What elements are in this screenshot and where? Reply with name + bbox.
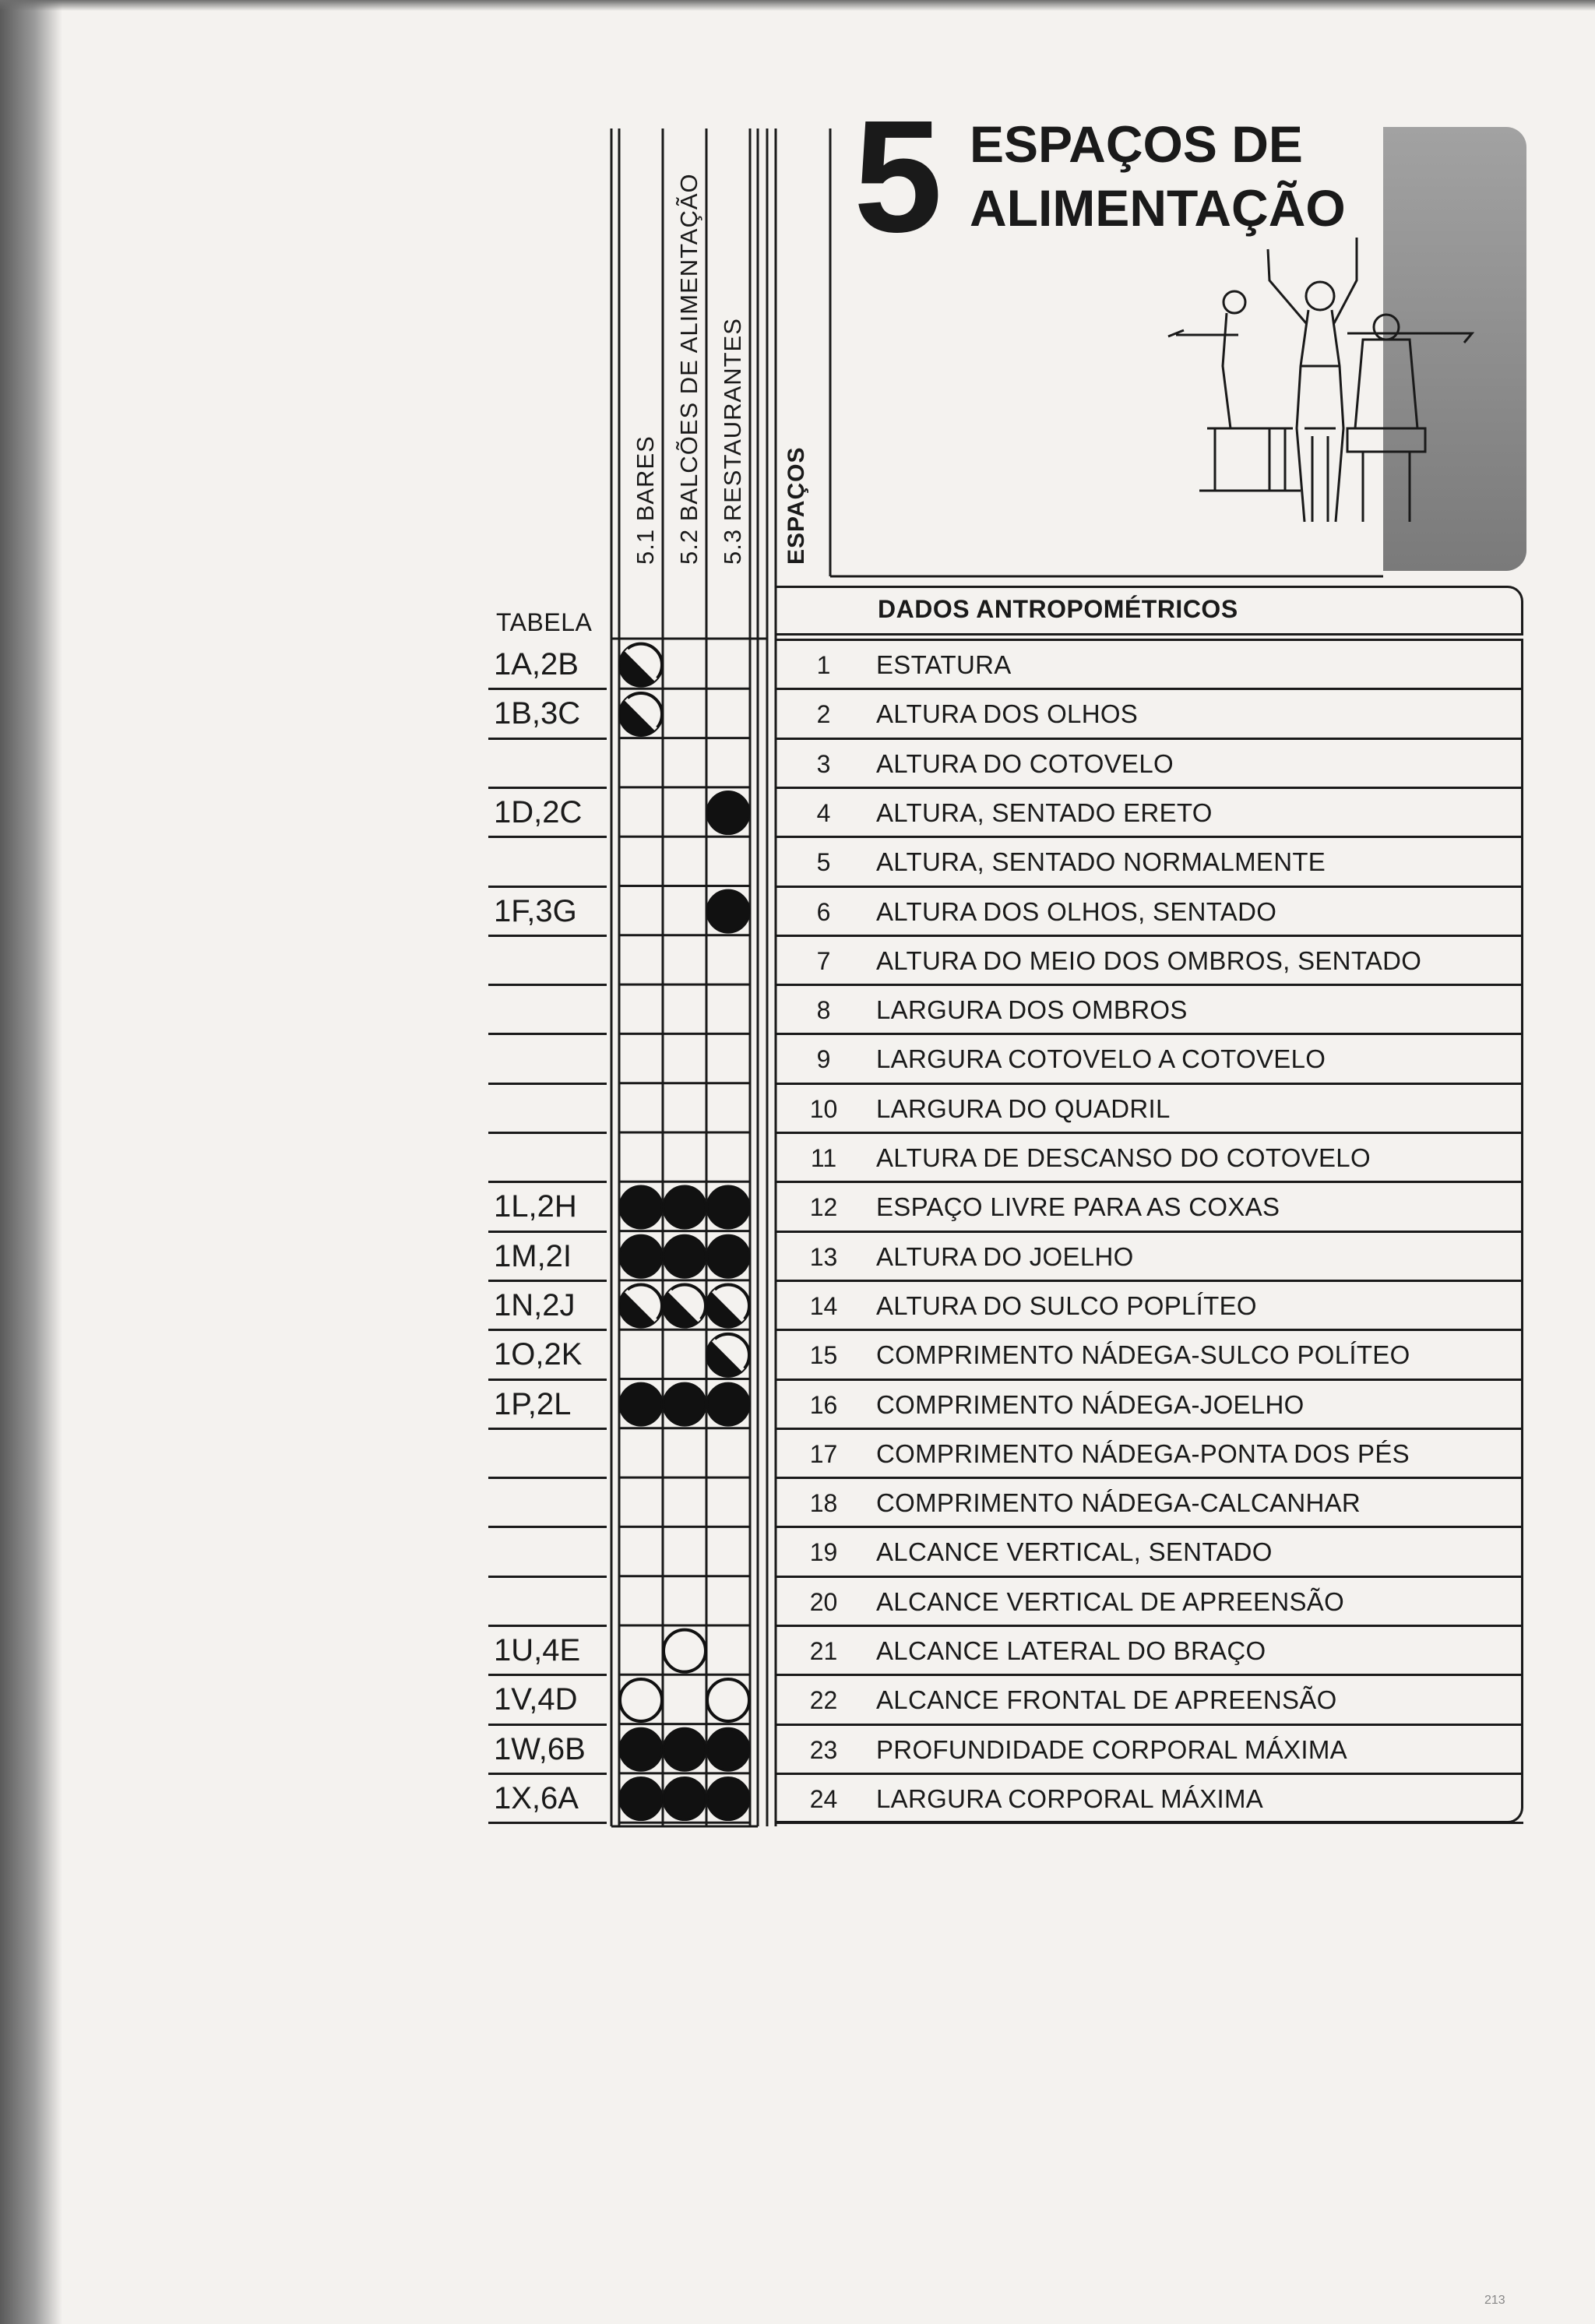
row-number: 4	[816, 798, 831, 827]
mark-full-circle	[664, 1778, 706, 1820]
row-number: 15	[809, 1341, 838, 1370]
row-number: 6	[816, 897, 831, 926]
mark-empty-circle	[620, 1679, 662, 1721]
row-number: 24	[809, 1784, 838, 1813]
tabela-ref: 1O,2K	[494, 1337, 583, 1372]
row-number: 12	[809, 1193, 838, 1222]
row-label: ALCANCE VERTICAL DE APREENSÃO	[876, 1586, 1345, 1616]
row-number: 11	[810, 1144, 837, 1172]
row-label: ALTURA DO SULCO POPLÍTEO	[876, 1291, 1257, 1320]
row-label: ALCANCE VERTICAL, SENTADO	[876, 1537, 1273, 1567]
book-spine-shadow	[0, 0, 62, 2324]
tabela-ref: 1A,2B	[494, 647, 579, 681]
page-top-edge	[0, 0, 1595, 11]
mark-full-circle	[707, 890, 749, 932]
row-label: ALTURA, SENTADO ERETO	[876, 798, 1213, 827]
tabela-ref: 1U,4E	[494, 1633, 581, 1667]
mark-full-circle	[620, 1383, 662, 1425]
row-label: COMPRIMENTO NÁDEGA-CALCANHAR	[876, 1488, 1361, 1518]
tabela-divider	[488, 1428, 607, 1430]
row-number: 13	[809, 1242, 838, 1271]
mark-empty-circle	[707, 1679, 749, 1721]
row-number: 2	[816, 700, 831, 729]
mark-full-circle	[707, 1728, 749, 1770]
row-number: 21	[809, 1637, 838, 1665]
chapter-title-line2: ALIMENTAÇÃO	[970, 179, 1346, 237]
column-header-bares: 5.1 BARES	[632, 435, 659, 565]
tabela-divider	[488, 1033, 607, 1035]
chapter-number: 5	[854, 87, 940, 266]
row-label: LARGURA DO QUADRIL	[876, 1093, 1171, 1123]
tabela-ref: 1V,4D	[494, 1682, 578, 1717]
column-header-balcoes: 5.2 BALCÕES DE ALIMENTAÇÃO	[675, 173, 702, 565]
tabela-divider	[488, 984, 607, 986]
mark-half-circle	[620, 1285, 662, 1327]
row-label: ALCANCE FRONTAL DE APREENSÃO	[876, 1685, 1337, 1715]
tabela-ref: 1X,6A	[494, 1780, 579, 1815]
tabela-ref: 1D,2C	[494, 794, 583, 829]
row-label: ESPAÇO LIVRE PARA AS COXAS	[876, 1192, 1280, 1222]
tabela-ref: 1B,3C	[494, 696, 581, 731]
tabela-ref: 1P,2L	[494, 1386, 572, 1421]
row-number: 20	[809, 1587, 838, 1616]
mark-half-circle	[620, 693, 662, 735]
row-label: ALTURA DO MEIO DOS OMBROS, SENTADO	[876, 945, 1422, 975]
row-number: 3	[816, 749, 831, 778]
row-number: 10	[809, 1094, 838, 1123]
mark-half-circle	[620, 644, 662, 686]
row-label: LARGURA COTOVELO A COTOVELO	[876, 1044, 1326, 1074]
tabela-divider	[488, 1477, 607, 1479]
row-label: ALTURA, SENTADO NORMALMENTE	[876, 847, 1326, 877]
tabela-divider	[488, 1526, 607, 1528]
row-number: 22	[809, 1686, 838, 1715]
tabela-ref: 1N,2J	[494, 1287, 576, 1322]
row-number: 14	[809, 1291, 838, 1320]
row-label: ALCANCE LATERAL DO BRAÇO	[876, 1636, 1266, 1665]
row-number: 9	[816, 1045, 831, 1074]
mark-full-circle	[707, 1778, 749, 1820]
tabela-ref: 1W,6B	[494, 1731, 586, 1766]
dados-header: DADOS ANTROPOMÉTRICOS	[878, 595, 1238, 623]
tabela-divider	[488, 836, 607, 838]
mark-full-circle	[620, 1728, 662, 1770]
column-header-espacos: ESPAÇOS	[783, 446, 809, 565]
mark-half-circle	[664, 1285, 706, 1327]
row-number: 17	[809, 1439, 838, 1468]
row-number: 1	[816, 651, 831, 679]
row-number: 18	[809, 1489, 838, 1518]
mark-half-circle	[707, 1334, 749, 1376]
mark-empty-circle	[664, 1630, 706, 1672]
mark-full-circle	[664, 1383, 706, 1425]
mark-full-circle	[620, 1778, 662, 1820]
tabela-ref: 1F,3G	[494, 893, 577, 928]
row-label: LARGURA DOS OMBROS	[876, 995, 1188, 1025]
row-label: COMPRIMENTO NÁDEGA-JOELHO	[876, 1389, 1305, 1419]
row-label: ALTURA DOS OLHOS	[876, 699, 1139, 729]
row-number: 7	[816, 946, 831, 975]
row-label: ALTURA DO COTOVELO	[876, 748, 1174, 778]
row-number: 19	[809, 1538, 838, 1567]
row-label: ALTURA DOS OLHOS, SENTADO	[876, 896, 1277, 926]
tabela-divider	[488, 1083, 607, 1085]
tabela-divider	[488, 1576, 607, 1578]
rows-border	[776, 639, 1523, 1823]
mark-full-circle	[707, 792, 749, 834]
row-number: 5	[816, 848, 831, 877]
anthropometric-figures-illustration	[1153, 234, 1480, 569]
chapter-title-line1: ESPAÇOS DE	[970, 115, 1303, 173]
row-number: 16	[809, 1390, 838, 1419]
page-number: 213	[1484, 2294, 1505, 2307]
tabela-ref: 1L,2H	[494, 1189, 577, 1224]
row-label: LARGURA CORPORAL MÁXIMA	[876, 1783, 1264, 1813]
tabela-divider	[488, 1822, 607, 1824]
row-label: ALTURA DO JOELHO	[876, 1241, 1134, 1271]
row-label: ESTATURA	[876, 650, 1012, 679]
column-header-restaurantes: 5.3 RESTAURANTES	[719, 318, 746, 565]
tabela-divider	[488, 738, 607, 740]
mark-full-circle	[707, 1383, 749, 1425]
tabela-divider	[488, 935, 607, 937]
mark-full-circle	[707, 1235, 749, 1277]
row-number: 8	[816, 996, 831, 1025]
mark-full-circle	[620, 1235, 662, 1277]
row-label: COMPRIMENTO NÁDEGA-SULCO POLÍTEO	[876, 1340, 1410, 1370]
mark-full-circle	[664, 1728, 706, 1770]
tabela-header: TABELA	[496, 608, 593, 636]
tabela-divider	[488, 1132, 607, 1134]
row-number: 23	[809, 1735, 838, 1764]
tabela-ref: 1M,2I	[494, 1238, 572, 1273]
mark-full-circle	[620, 1186, 662, 1228]
row-label: PROFUNDIDADE CORPORAL MÁXIMA	[876, 1734, 1347, 1764]
mark-full-circle	[664, 1235, 706, 1277]
mark-full-circle	[664, 1186, 706, 1228]
mark-half-circle	[707, 1285, 749, 1327]
row-label: ALTURA DE DESCANSO DO COTOVELO	[876, 1143, 1371, 1172]
mark-full-circle	[707, 1186, 749, 1228]
row-label: COMPRIMENTO NÁDEGA-PONTA DOS PÉS	[876, 1438, 1410, 1468]
